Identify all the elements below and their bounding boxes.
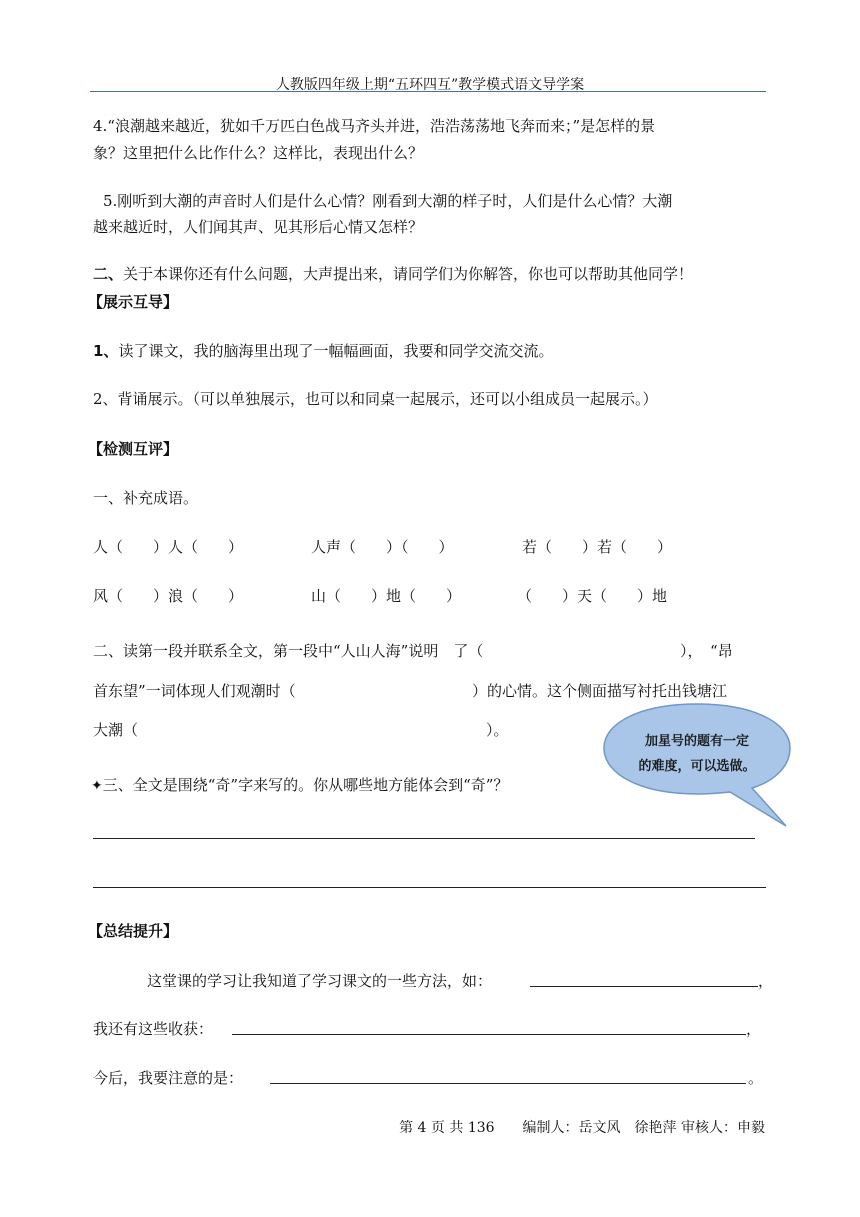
idiom-blank: 山（ ）地（ ） <box>311 587 462 605</box>
answer-line-2[interactable] <box>93 887 766 888</box>
show-item-2: 2、背诵展示。（可以单独展示，也可以和同桌一起展示，还可以小组成员一起展示。） <box>93 390 658 408</box>
part-2-prefix: 二、 <box>93 265 124 283</box>
idiom-blank: 人（ ）人（ ） <box>93 538 244 556</box>
show-item-1-num: 1、 <box>93 342 119 360</box>
test-q2-line-2b: ）的心情。这个侧面描写衬托出钱塘江 <box>472 682 728 700</box>
page-header-title: 人教版四年级上期“五环四互”教学模式语文导学案 <box>275 77 585 93</box>
hint-bubble-line-1: 加星号的题有一定 <box>644 734 749 749</box>
idiom-blank: 若（ ）若（ ） <box>522 538 673 556</box>
test-q2-line-1a: 二、读第一段并联系全文，第一段中“人山人海”说明 了（ <box>93 642 484 660</box>
show-item-1 <box>93 340 553 361</box>
summary-line-2-end: ， <box>746 1020 762 1038</box>
summary-line-1-end: ， <box>758 972 774 990</box>
summary-line-3-end: 。 <box>748 1069 764 1087</box>
section-summary-title: 【总结提升】 <box>88 922 179 940</box>
summary-answer-line-2[interactable] <box>232 1034 746 1035</box>
idiom-blank: （ ）天（ ）地 <box>517 587 668 605</box>
summary-line-1: 这堂课的学习让我知道了学习课文的一些方法，如： <box>147 972 493 990</box>
part-2-prompt <box>93 263 693 284</box>
summary-line-2: 我还有这些收获： <box>93 1020 214 1038</box>
part-2-text: 关于本课你还有什么问题，大声提出来，请同学们为你解答，你也可以帮助其他同学！ <box>123 265 694 283</box>
test-q2-line-3a: 大潮（ <box>93 721 139 739</box>
question-5-line-1: 5.刚听到大潮的声音时人们是什么心情？刚看到大潮的样子时，人们是什么心情？大潮 <box>103 192 673 210</box>
question-5-line-2: 越来越近时，人们闻其声、见其形后心情又怎样？ <box>93 218 424 236</box>
idiom-blank: 人声（ ）（ ） <box>311 538 454 556</box>
test-q1-title: 一、补充成语。 <box>93 489 199 507</box>
summary-answer-line-3[interactable] <box>270 1083 746 1084</box>
summary-answer-line-1[interactable] <box>530 986 758 987</box>
page-footer: 第 4 页 共 136 编制人：岳文风 徐艳萍 审核人：申毅 <box>399 1120 765 1136</box>
idiom-blank: 风（ ）浪（ ） <box>93 587 244 605</box>
answer-line-1[interactable] <box>93 838 755 839</box>
question-4-line-1: 4.“浪潮越来越近，犹如千万匹白色战马齐头并进，浩浩荡荡地飞奔而来；”是怎样的景 <box>93 117 656 135</box>
test-q2-line-3b: ）。 <box>486 721 509 739</box>
test-q2-line-1b: ）， “昂 <box>680 642 733 660</box>
test-q3 <box>91 774 508 795</box>
section-show-title: 【展示互导】 <box>88 293 179 311</box>
header-rule <box>90 91 766 92</box>
summary-line-3: 今后，我要注意的是： <box>93 1069 244 1087</box>
test-q2-line-2a: 首东望”一词体现人们观潮时（ <box>93 682 296 700</box>
show-item-1-text: 读了课文，我的脑海里出现了一幅幅画面，我要和同学交流交流。 <box>118 342 554 360</box>
star-icon: ✦ <box>91 778 103 794</box>
hint-bubble-line-2: 的难度，可以选做。 <box>638 759 756 774</box>
question-4-line-2: 象？这里把什么比作什么？这样比，表现出什么？ <box>93 144 424 162</box>
test-q3-text: 三、全文是围绕“奇”字来写的。你从哪些地方能体会到“奇”？ <box>102 776 509 794</box>
section-test-title: 【检测互评】 <box>88 440 179 458</box>
